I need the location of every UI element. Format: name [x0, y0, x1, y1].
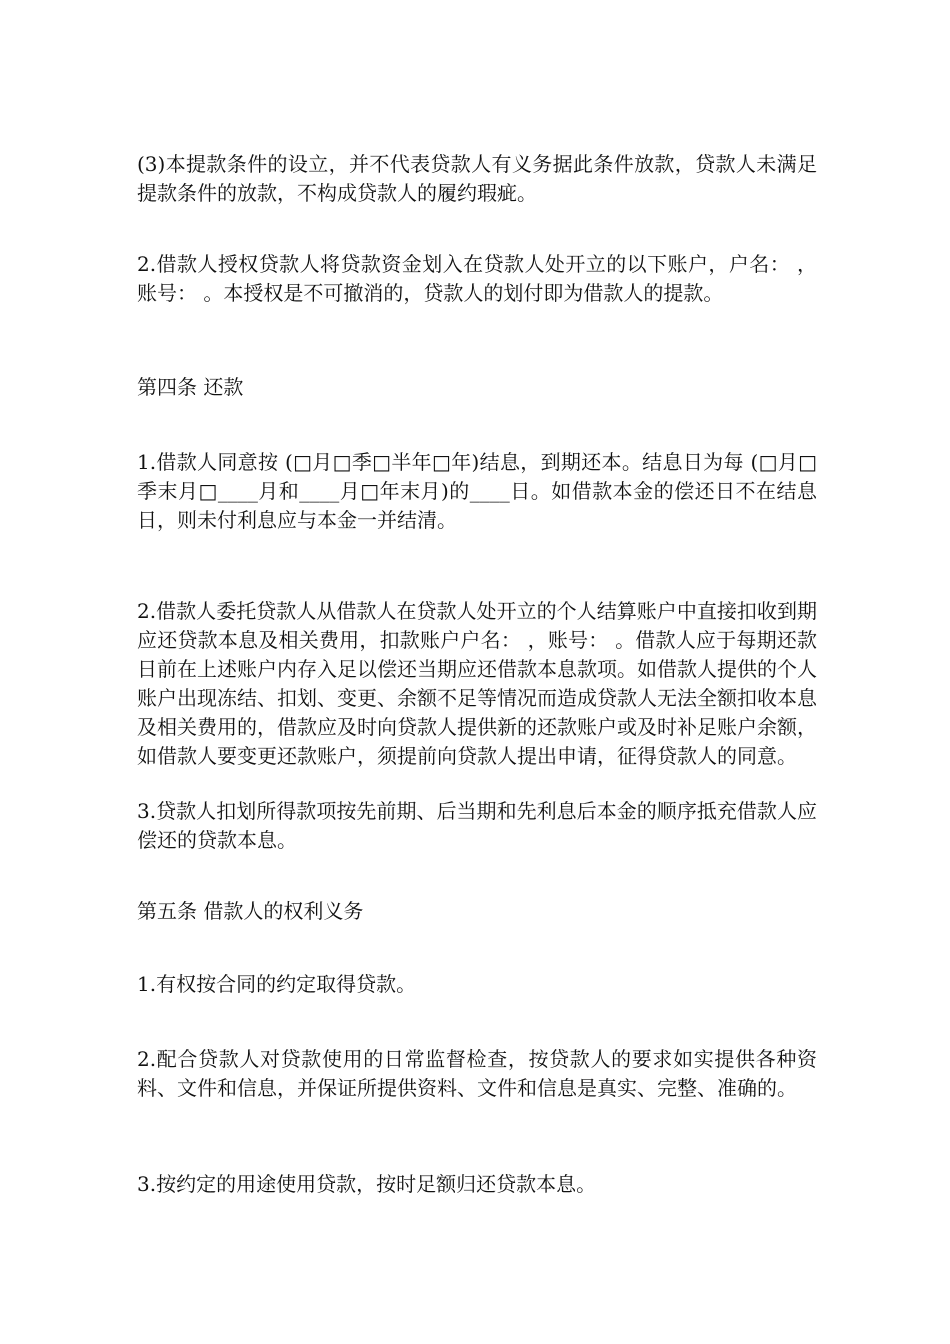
- article4-item2-paragraph: 2.借款人委托贷款人从借款人在贷款人处开立的个人结算账户中直接扣收到期应还贷款本息及相关费用，扣款账户户名： ，账号： 。借款人应于每期还款日前在上述账户内存入足以偿还当期应还借款本息款项。如借款人提供的个人账户出现冻结、扣划、变更、余额不足等情况而造成贷款人无法全额扣收本息及相关费用的，借款应及时向贷款人提供新的还款账户或及时补足账户余额，如借款人要变更还款账户，须提前向贷款人提出申请，征得贷款人的同意。: [137, 599, 817, 768]
- article4-item1-paragraph: 1.借款人同意按 (□月□季□半年□年)结息，到期还本。结息日为每 (□月□季末月□____月和____月□年末月)的____日。如借款本金的偿还日不在结息日，则未付利息应与本金一并结清。: [137, 450, 817, 532]
- article4-heading: 第四条 还款: [137, 375, 244, 399]
- article5-heading: 第五条 借款人的权利义务: [137, 899, 364, 923]
- clause-3-item2-paragraph: 2.借款人授权贷款人将贷款资金划入在贷款人处开立的以下账户，户名： ，账号： 。本授权是不可撤消的，贷款人的划付即为借款人的提款。: [137, 252, 817, 305]
- article5-item2-paragraph: 2.配合贷款人对贷款使用的日常监督检查，按贷款人的要求如实提供各种资料、文件和信息，并保证所提供资料、文件和信息是真实、完整、准确的。: [137, 1047, 817, 1100]
- clause-3-3-paragraph: (3)本提款条件的设立，并不代表贷款人有义务据此条件放款，贷款人未满足提款条件的放款，不构成贷款人的履约瑕疵。: [137, 152, 817, 205]
- article5-item1-paragraph: 1.有权按合同的约定取得贷款。: [137, 972, 417, 996]
- article4-item3-paragraph: 3.贷款人扣划所得款项按先前期、后当期和先利息后本金的顺序抵充借款人应偿还的贷款本息。: [137, 799, 817, 852]
- article5-item3-paragraph: 3.按约定的用途使用贷款，按时足额归还贷款本息。: [137, 1172, 597, 1196]
